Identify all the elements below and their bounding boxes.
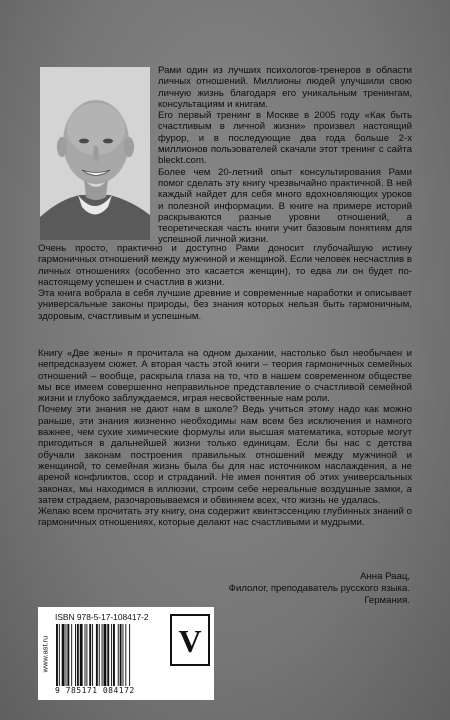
bio-paragraph: Рами один из лучших психологов-тренеров в области личных отношений. Миллионы людей улучшили свою личную жизнь благодаря его уникальным тренингам, консультациям и книгам.	[158, 65, 412, 110]
barcode-bar	[129, 624, 130, 686]
book-description	[38, 243, 412, 322]
barcode-bar	[118, 624, 119, 686]
barcode-bar	[102, 624, 103, 686]
barcode-bar	[86, 624, 87, 686]
barcode-digits: 9 785171 084172	[55, 686, 135, 695]
barcode-bar	[107, 624, 109, 686]
barcode-bar	[123, 624, 124, 686]
barcode-bar	[120, 624, 122, 686]
author-bio	[158, 65, 412, 246]
barcode-bar	[125, 624, 126, 686]
barcode-bar	[59, 624, 60, 686]
barcode-bar	[99, 624, 100, 686]
barcode-bar	[66, 624, 67, 686]
barcode-bar	[62, 624, 65, 686]
barcode-bar	[71, 624, 72, 686]
author-portrait-image	[40, 67, 150, 240]
isbn-label: ISBN 978-5-17-108417-2	[55, 612, 149, 622]
barcode-bar	[111, 624, 112, 686]
publisher-site-text: www.ast.ru	[40, 635, 50, 673]
barcode-bar	[67, 624, 69, 686]
barcode-bar	[89, 624, 91, 686]
review-author-country: Германия.	[364, 595, 410, 606]
review-author-role: Филолог, преподаватель русского языка.	[228, 583, 410, 594]
publisher-logo-icon	[170, 614, 210, 666]
barcode-bar	[96, 624, 98, 686]
review-paragraph: Желаю всем прочитать эту книгу, она содержит квинтэссенцию глубинных знаний о гармоничных отношениях, которые делают нас счастливыми и мудрыми.	[38, 506, 412, 529]
barcode-bar	[92, 624, 93, 686]
description-paragraph: Эта книга вобрала в себя лучшие древние и современные наработки и описывает универсальные законы природы, без знания которых нельзя быть гармоничным, здоровым, счастливым и успешным.	[38, 288, 412, 322]
description-paragraph: Очень просто, практично и доступно Рами доносит глубочайшую истину гармоничных отношений между мужчиной и женщиной. Если человек несчастлив в личных отношениях (особенно это касается женщин), то едва ли он будет по-настоящему успешен и счастлив в жизни.	[38, 243, 412, 288]
review-paragraph: Почему эти знания не дают нам в школе? Ведь учиться этому надо как можно раньше, эти знания жизненно необходимы нам всем без исключения и намного важнее, чем сухие химические формулы или высшая математика, которые могут пригодиться в дальнейшей жизни только единицам. Если бы нас с детства обучали законам построения правильных отношений между мужчиной и женщиной, то семейная жизнь была бы для нас источником наслаждения, а не ареной конфликтов, ссор и страданий. Не имея понятия об этих универсальных законах, мы находимся в иллюзии, строим себе нереальные воздушные замки, а затем страдаем, разочаровываемся и обвиняем всех, что жизнь не удалась.	[38, 404, 412, 506]
barcode-bar	[104, 624, 107, 686]
review-paragraph: Книгу «Две жены» я прочитала на одном дыхании, настолько был необычаен и непредсказуем сюжет. А вторая часть этой книги – теория гармоничных семейных отношений – вообще, раскрыла глаза на то, что в нашем современном обществе мы все имеем совершенно неправильное представление о счастливой семейной жизни и глубоко заблуждаемся, играя несвойственные нам роли.	[38, 348, 412, 405]
svg-text:V: V	[178, 623, 202, 659]
barcode-bar	[75, 624, 76, 686]
publisher-site	[40, 612, 50, 696]
review-author-name: Анна Раац,	[360, 571, 410, 582]
bio-paragraph: Более чем 20-летний опыт консультирования Рами помог сделать эту книгу чрезвычайно практичной. В ней каждый найдет для себя много вдохновляющих уроков и полезной информации. В книге на примере историй раскрываются разные уровни отношений, а теоретическая часть книги учит базовым понятиям для успешной личной жизни.	[158, 166, 412, 246]
barcode-bar	[80, 624, 83, 686]
barcode-bars	[55, 624, 167, 686]
barcode-bar	[85, 624, 86, 686]
reader-review	[38, 348, 412, 529]
barcode-bar	[77, 624, 79, 686]
barcode-bar	[113, 624, 115, 686]
barcode-bar	[56, 624, 58, 686]
author-photo	[40, 67, 150, 240]
bio-paragraph: Его первый тренинг в Москве в 2005 году «Как быть счастливым в личной жизни» произвел настоящий фурор, и в последующие два года больше 2-х миллионов пользователей скачали этот тренинг с сайта bleckt.com.	[158, 110, 412, 167]
